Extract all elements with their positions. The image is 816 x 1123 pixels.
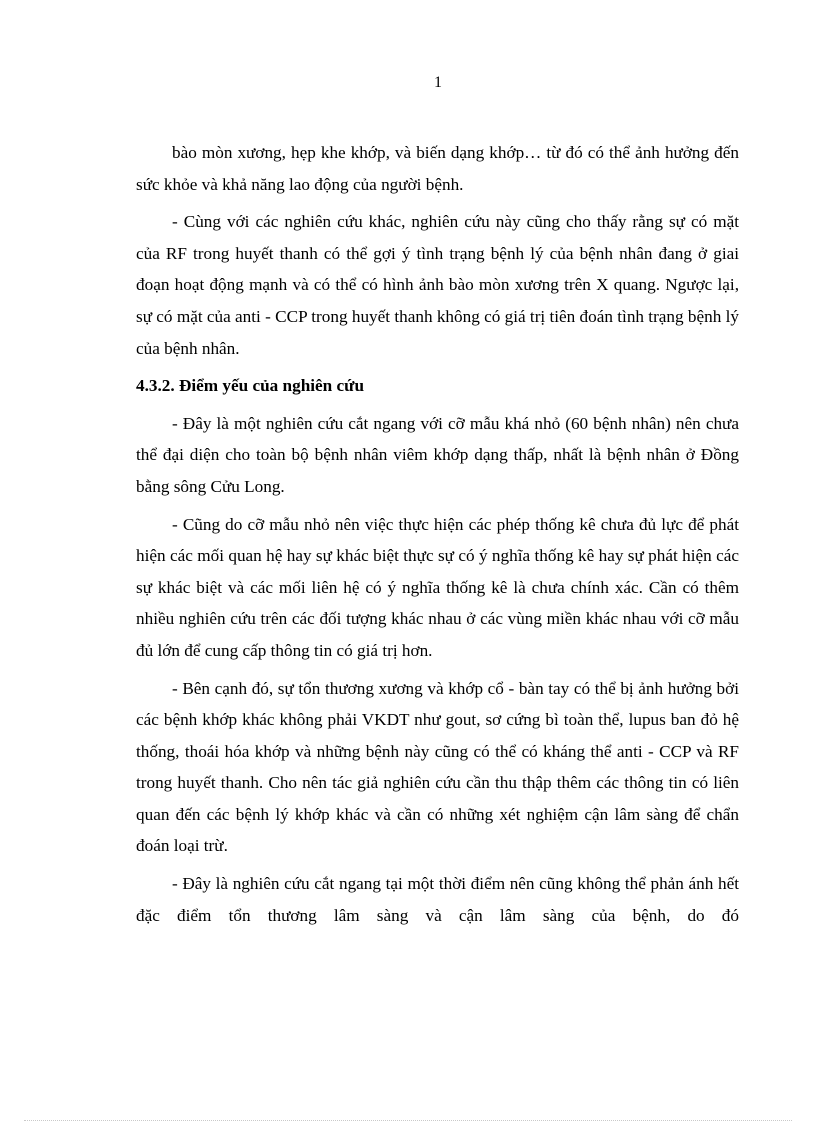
document-body (136, 137, 739, 937)
paragraph-1: bào mòn xương, hẹp khe khớp, và biến dạng khớp… từ đó có thể ảnh hưởng đến sức khỏe và khả năng lao động của người bệnh. (136, 143, 739, 194)
section-paragraph-2: - Cũng do cỡ mẫu nhỏ nên việc thực hiện các phép thống kê chưa đủ lực để phát hiện các mối quan hệ hay sự khác biệt thực sự có ý nghĩa thống kê hay sự phát hiện các sự khác biệt và các mối liên hệ có ý nghĩa thống kê là chưa chính xác. Cần có thêm nhiều nghiên cứu trên các đối tượng khác nhau ở các vùng miền khác nhau với cỡ mẫu đủ lớn để cung cấp thông tin có giá trị hơn. (136, 514, 739, 660)
section-paragraph-1: - Đây là một nghiên cứu cắt ngang với cỡ mẫu khá nhỏ (60 bệnh nhân) nên chưa thể đại diện cho toàn bộ bệnh nhân viêm khớp dạng thấp, nhất là bệnh nhân ở Đồng bằng sông Cửu Long. (136, 413, 739, 496)
section-heading: 4.3.2. Điểm yếu của nghiên cứu (136, 376, 365, 396)
paragraph-2: - Cùng với các nghiên cứu khác, nghiên cứu này cũng cho thấy rằng sự có mặt của RF trong huyết thanh có thể gợi ý tình trạng bệnh lý của bệnh nhân đang ở giai đoạn hoạt động mạnh và có thể có hình ảnh bào mòn xương trên X quang. Ngược lại, sự có mặt của anti - CCP trong huyết thanh không có giá trị tiên đoán tình trạng bệnh lý của bệnh nhân. (136, 212, 739, 358)
section-paragraph-4: - Đây là nghiên cứu cắt ngang tại một thời điểm nên cũng không thể phản ánh hết đặc điểm tổn thương lâm sàng và cận lâm sàng của bệnh, do đó (136, 874, 739, 925)
page-bottom-divider (24, 1120, 792, 1121)
section-paragraph-3: - Bên cạnh đó, sự tổn thương xương và khớp cổ - bàn tay có thể bị ảnh hưởng bởi các bệnh khớp khác không phải VKDT như gout, sơ cứng bì toàn thể, lupus ban đỏ hệ thống, thoái hóa khớp và những bệnh này cũng có thể có kháng thể anti - CCP và RF trong huyết thanh. Cho nên tác giả nghiên cứu cần thu thập thêm các thông tin có liên quan đến các bệnh lý khớp khác và cần có những xét nghiệm cận lâm sàng để chẩn đoán loại trừ. (136, 678, 739, 856)
page-number: 1 (434, 74, 442, 91)
